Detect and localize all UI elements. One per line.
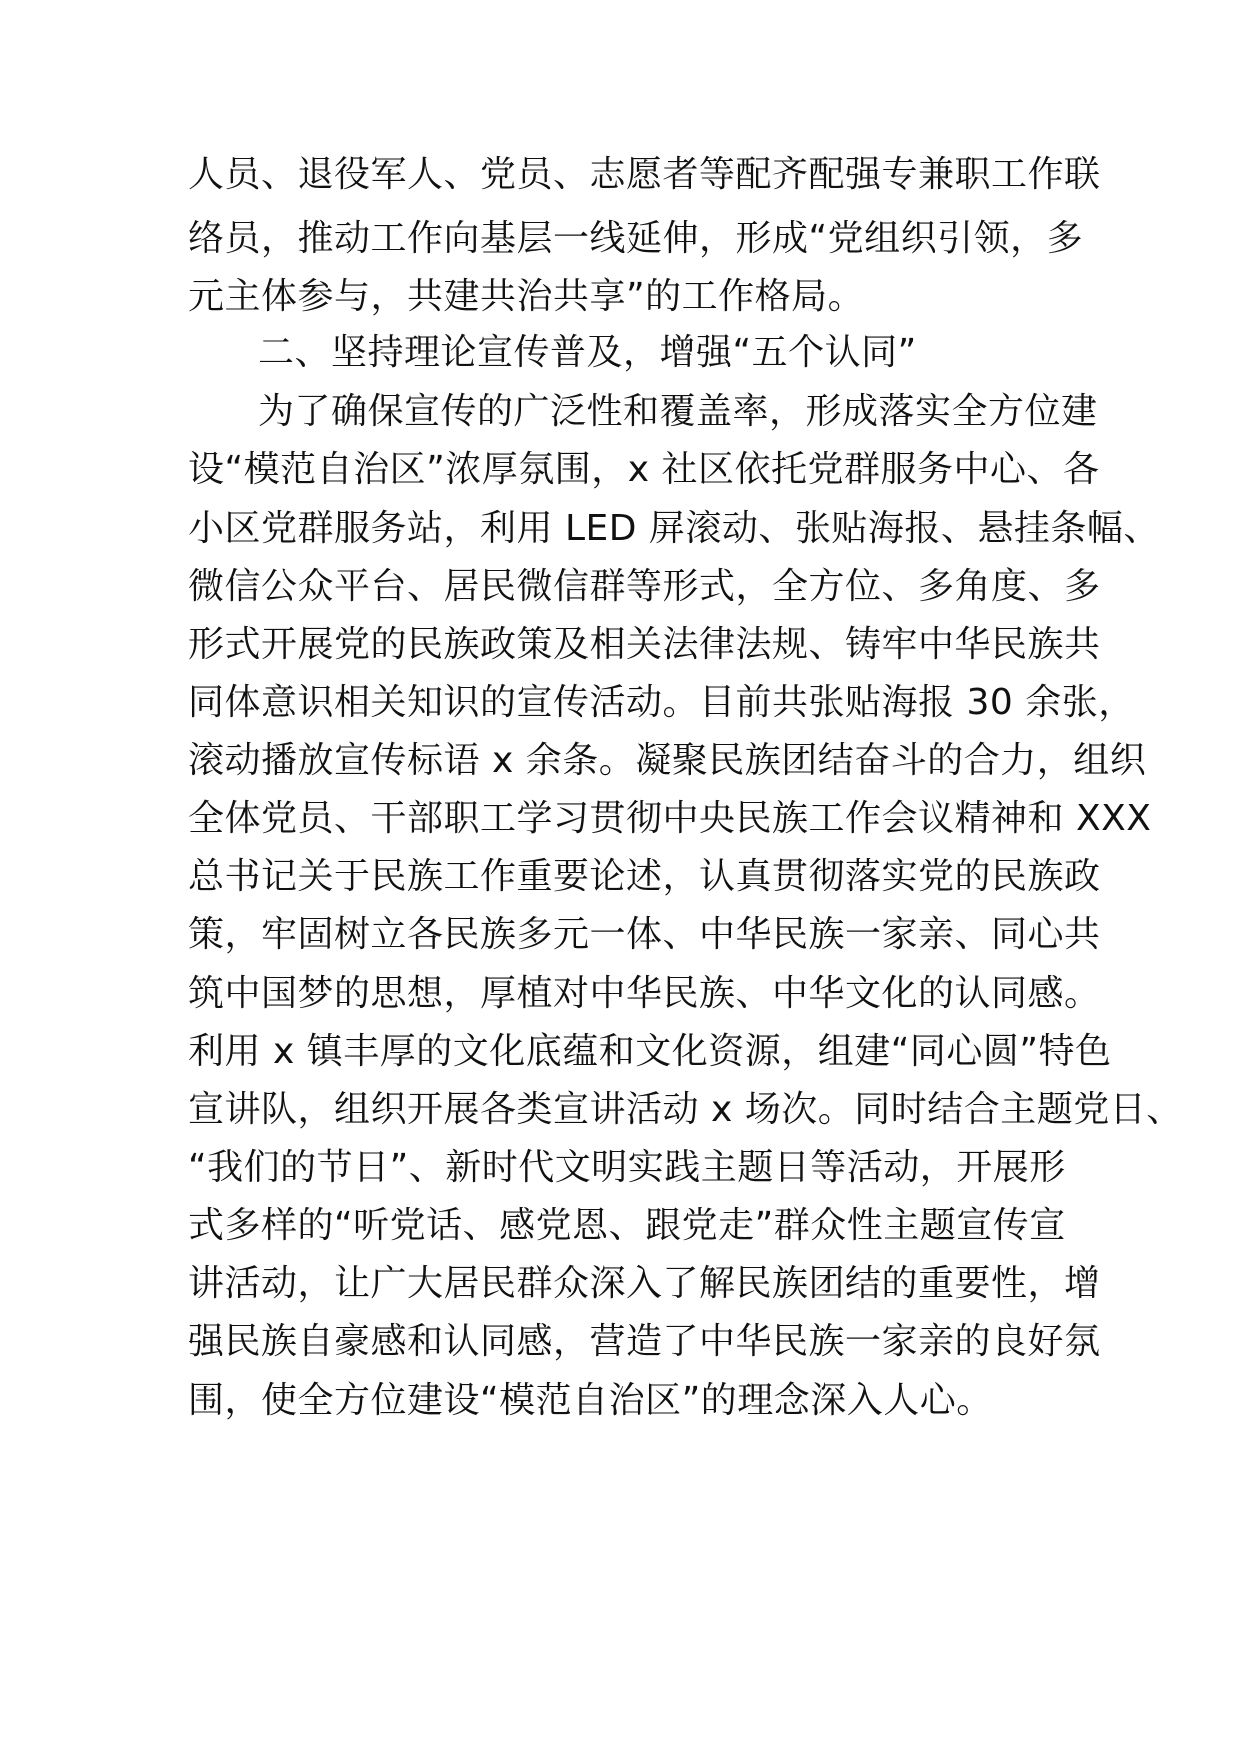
text-line: 筑中国梦的思想，厚植对中华民族、中华文化的认同感。	[188, 973, 1101, 1014]
text-line: 小区党群服务站，利用 LED 屏滚动、张贴海报、悬挂条幅、	[188, 508, 1160, 549]
text-line: 强民族自豪感和认同感，营造了中华民族一家亲的良好氛	[188, 1321, 1101, 1362]
text-line: 络员，推动工作向基层一线延伸，形成“党组织引领，多	[188, 218, 1084, 259]
text-line: 人员、退役军人、党员、志愿者等配齐配强专兼职工作联	[188, 154, 1101, 195]
text-line: 同体意识相关知识的宣传活动。目前共张贴海报 30 余张，	[188, 682, 1135, 723]
text-line: 围，使全方位建设“模范自治区”的理念深入人心。	[188, 1380, 993, 1421]
text-line: 微信公众平台、居民微信群等形式，全方位、多角度、多	[188, 566, 1101, 607]
text-line: 总书记关于民族工作重要论述，认真贯彻落实党的民族政	[188, 856, 1101, 897]
section-heading: 二、坚持理论宣传普及，增强“五个认同”	[258, 332, 917, 373]
text-line: 全体党员、干部职工学习贯彻中央民族工作会议精神和 XXX	[188, 798, 1152, 839]
text-line: 滚动播放宣传标语 x 余条。凝聚民族团结奋斗的合力，组织	[188, 740, 1147, 781]
text-line: 设“模范自治区”浓厚氛围，x 社区依托党群服务中心、各	[188, 449, 1100, 490]
text-line: 讲活动，让广大居民群众深入了解民族团结的重要性，增	[188, 1263, 1101, 1304]
text-line: “我们的节日”、新时代文明实践主题日等活动，开展形	[188, 1147, 1066, 1188]
text-line: 元主体参与，共建共治共享”的工作格局。	[188, 276, 865, 317]
text-line: 策，牢固树立各民族多元一体、中华民族一家亲、同心共	[188, 914, 1101, 955]
text-line: 式多样的“听党话、感党恩、跟党走”群众性主题宣传宣	[188, 1205, 1066, 1246]
text-line: 为了确保宣传的广泛性和覆盖率，形成落实全方位建	[258, 391, 1098, 432]
text-line: 形式开展党的民族政策及相关法律法规、铸牢中华民族共	[188, 624, 1101, 665]
text-line: 利用 x 镇丰厚的文化底蕴和文化资源，组建“同心圆”特色	[188, 1031, 1112, 1072]
text-line: 宣讲队，组织开展各类宣讲活动 x 场次。同时结合主题党日、	[188, 1089, 1183, 1130]
